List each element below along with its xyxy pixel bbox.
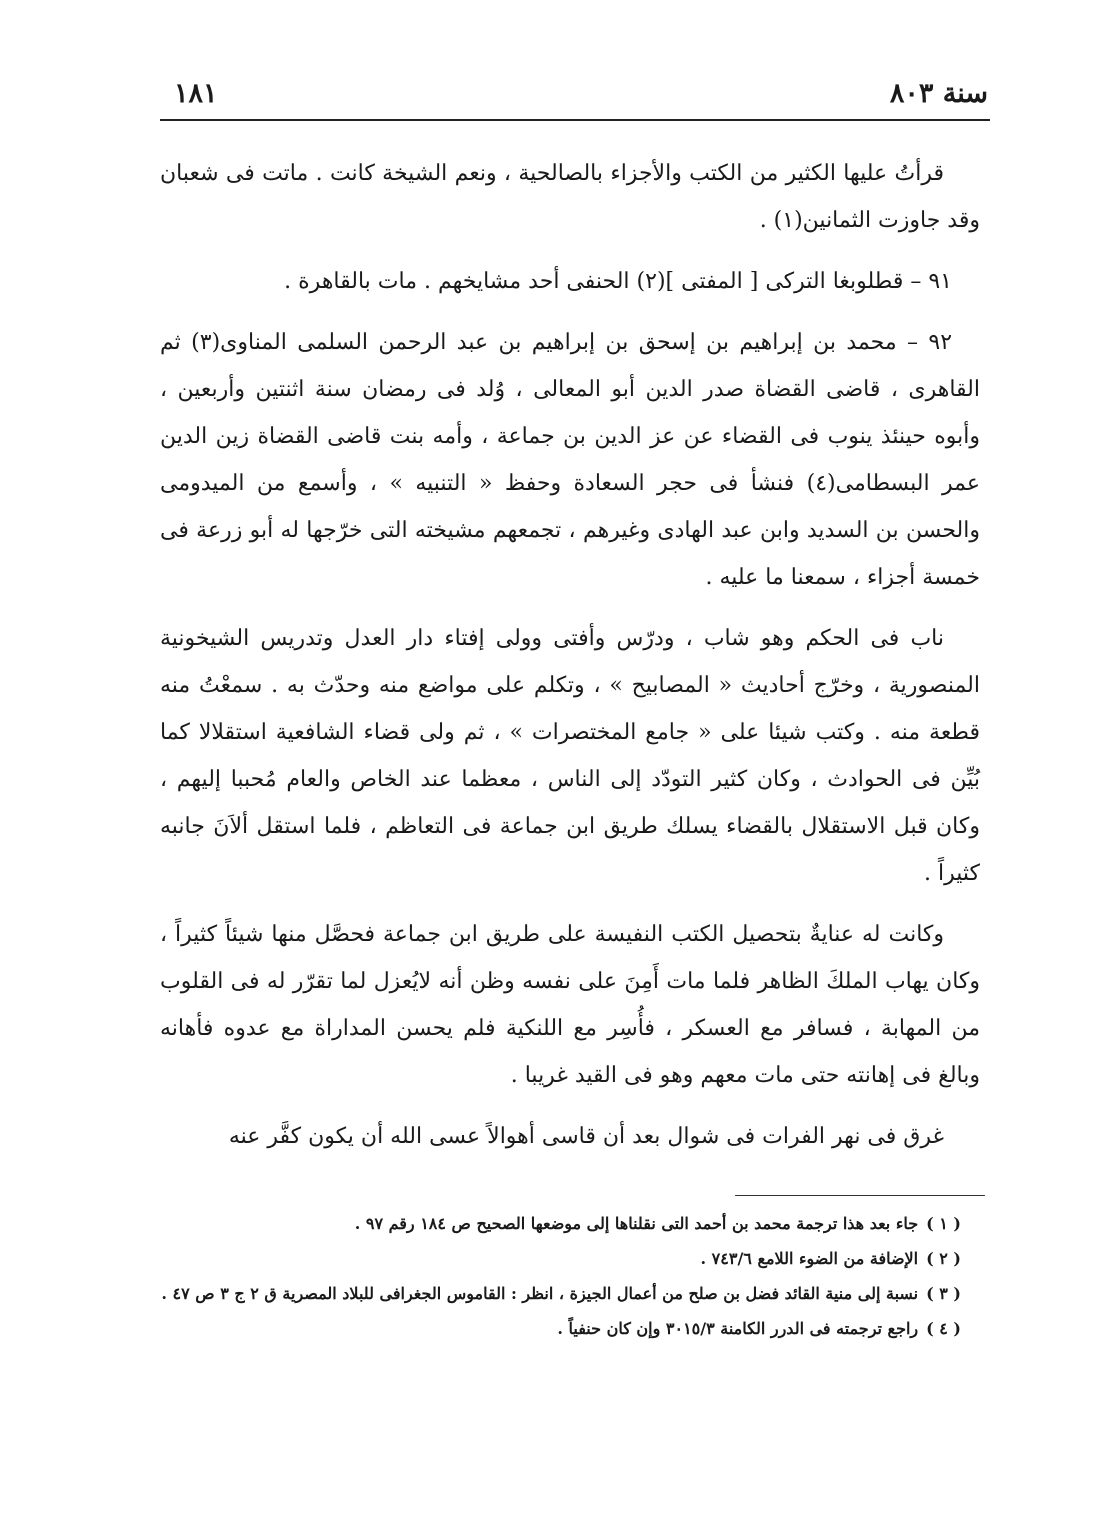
page-number: ١٨١	[174, 78, 218, 109]
footnote-rule	[735, 1195, 985, 1196]
footnotes	[145, 1208, 985, 1348]
header-rule	[160, 119, 990, 121]
paragraph-books: وكانت له عنايةٌ بتحصيل الكتب النفيسة على طريق ابن جماعة فحصَّل منها شيئاً كثيراً ، وكان يهاب الملكَ الظاهر فلما مات أَمِنَ على نفسه وظن أنه لايُعزل لما تقرّر له فى القلوب من المهابة ، فسافر مع العسكر ، فأُسِر مع اللنكية فلم يحسن المداراة مع عدوه فأهانه وبالغ فى إهانته حتى مات معهم وهو فى القيد غريبا .	[160, 922, 980, 1088]
footnote-number: ( ١ )	[926, 1214, 961, 1233]
footnote-text: الإضافة من الضوء اللامع ٧٤٣/٦ .	[700, 1249, 919, 1268]
running-header	[160, 78, 990, 118]
footnote-text: جاء بعد هذا ترجمة محمد بن أحمد التى نقلناها إلى موضعها الصحيح ص ١٨٤ رقم ٩٧ .	[354, 1214, 919, 1233]
paragraph-career: ناب فى الحكم وهو شاب ، ودرّس وأفتى وولى إفتاء دار العدل وتدريس الشيخونية المنصورية ، وخرّج أحاديث « المصابيح » ، وتكلم على مواضع منه وحدّث به . سمعْتُ منه قطعة منه . وكتب شيئا على « جامع المختصرات » ، ثم ولى قضاء الشافعية استقلالا كما بُيِّن فى الحوادث ، وكان كثير التودّد إلى الناس ، معظما عند الخاص والعام مُحببا إليهم ، وكان قبل الاستقلال بالقضاء يسلك طريق ابن جماعة فى التعاظم ، فلما استقل ألاَنَ جانبه كثيراً .	[160, 626, 980, 886]
paragraph-1: قرأتُ عليها الكثير من الكتب والأجزاء بالصالحية ، ونعم الشيخة كانت . ماتت فى شعبان وقد جاوزت الثمانين(١) .	[160, 161, 980, 233]
footnote-number: ( ٣ )	[926, 1284, 961, 1303]
header-year: سنة ٨٠٣	[889, 78, 988, 109]
footnote-text: راجع ترجمته فى الدرر الكامنة ٣٠١٥/٣ وإن كان حنفياً .	[557, 1319, 919, 1338]
paragraph-death: غرق فى نهر الفرات فى شوال بعد أن قاسى أهوالاً عسى الله أن يكون كفَّر عنه	[228, 1124, 944, 1149]
footnote-number: ( ٤ )	[926, 1319, 961, 1338]
main-text	[160, 150, 980, 1160]
footnote-text: نسبة إلى منية القائد فضل بن صلح من أعمال الجيزة ، انظر : القاموس الجغرافى للبلاد المصرية ق ٢ ج ٣ ص ٤٧ .	[161, 1284, 919, 1303]
footnote-4	[145, 1313, 985, 1344]
footnote-2	[145, 1243, 985, 1274]
footnote-number: ( ٢ )	[926, 1249, 961, 1268]
entry-92: ٩٢ – محمد بن إبراهيم بن إسحق بن إبراهيم بن عبد الرحمن السلمى المناوى(٣) ثم القاهرى ، قاضى القضاة صدر الدين أبو المعالى ، وُلد فى رمضان سنة اثنتين وأربعين ، وأبوه حينئذ ينوب فى القضاء عن عز الدين بن جماعة ، وأمه بنت قاضى القضاة زين الدين عمر البسطامى(٤) فنشأ فى حجر السعادة وحفظ « التنبيه » ، وأسمع من الميدومى والحسن بن السديد وابن عبد الهادى وغيرهم ، تجمعهم مشيخته التى خرّجها له أبو زرعة فى خمسة أجزاء ، سمعنا ما عليه .	[160, 330, 981, 590]
footnote-3	[145, 1278, 985, 1309]
footnote-1	[145, 1208, 985, 1239]
entry-91: ٩١ – قطلوبغا التركى [ المفتى ](٢) الحنفى أحد مشايخهم . مات بالقاهرة .	[284, 269, 952, 294]
